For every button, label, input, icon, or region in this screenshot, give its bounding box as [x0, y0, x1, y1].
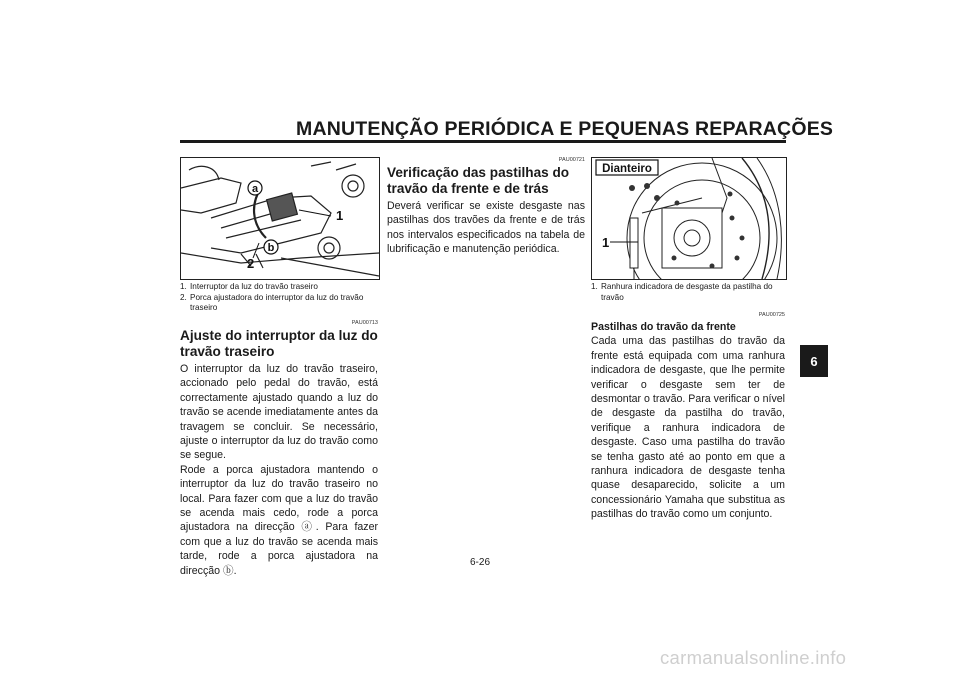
subheading: Pastilhas do travão da frente: [591, 321, 736, 333]
paragraph: Deverá verificar se existe desgaste nas pastilhas dos travões da frente e de trás nos intervalos especificados na tabela de lubrificação e manutenção periódica.: [387, 200, 585, 256]
brake-light-switch-figure: [180, 157, 380, 280]
section-code: PAU00725: [758, 312, 785, 318]
callout-b: b: [267, 242, 275, 254]
chapter-tab: 6: [800, 345, 828, 377]
right-figure-captions: [591, 282, 785, 303]
section-heading: Verificação das pastilhas do travão da frente e de trás: [387, 165, 570, 196]
right-column-text: [591, 312, 785, 522]
callout-2: 2: [247, 256, 255, 271]
section-code: PAU00721: [558, 157, 585, 163]
caption-item: 1. Interruptor da luz do travão traseiro: [180, 282, 318, 291]
direction-a-symbol: ⓐ: [301, 521, 316, 534]
header-rule: [180, 140, 786, 143]
paragraph: O interruptor da luz do travão traseiro, accionado pelo pedal do travão, está correctamente ajustado quando a luz do travão se acende imediatamente antes da travagem se concluir. Se necessário, ajuste o interruptor da luz do travão como se segue.: [180, 363, 378, 462]
middle-column-text: [387, 157, 585, 257]
caption-item: 1. Ranhura indicadora de desgaste da pastilha do travão: [591, 282, 773, 302]
left-column-text: [180, 320, 378, 578]
front-brake-figure: [591, 157, 787, 280]
front-brake-illustration: [592, 158, 786, 279]
section-code: PAU00713: [351, 320, 378, 326]
callout-1: 1: [336, 208, 344, 223]
brake-light-switch-illustration: [181, 158, 379, 279]
callout-1: 1: [602, 235, 610, 250]
section-heading: Ajuste do interruptor da luz do travão traseiro: [180, 328, 378, 359]
paragraph: Rode a porca ajustadora mantendo o interruptor da luz do travão traseiro no local. Para fazer com que a luz do travão se acenda mais cedo, rode a porca ajustadora na direcção ⓐ. Para fazer com que a luz do travão se acenda mais tarde, rode a porca ajustadora na direcção ⓑ.: [180, 463, 378, 577]
page-number: 6-26: [469, 557, 490, 568]
caption-item: 2. Porca ajustadora do interruptor da luz do travão traseiro: [180, 292, 364, 313]
watermark: carmanualsonline.info: [660, 647, 847, 668]
page-title: MANUTENÇÃO PERIÓDICA E PEQUENAS REPARAÇÕES: [296, 118, 834, 140]
direction-b-symbol: ⓑ: [223, 564, 234, 577]
front-label: Dianteiro: [602, 163, 652, 175]
callout-a: a: [251, 183, 259, 195]
left-figure-captions: [180, 282, 378, 314]
paragraph: Cada uma das pastilhas do travão da frente está equipada com uma ranhura indicadora de desgaste, que lhe permite verificar o desgaste sem ter de desmontar o travão. Para verificar o nível de desgaste da pastilha do travão, verifique a ranhura indicadora de desgaste. Caso uma pastilha do travão se tenha gasto até ao ponto em que a ranhura indicadora de desgaste tenha quase desaparecido, solicite a um concessionário Yamaha que substitua as pastilhas do travão como um conjunto.: [591, 335, 785, 521]
